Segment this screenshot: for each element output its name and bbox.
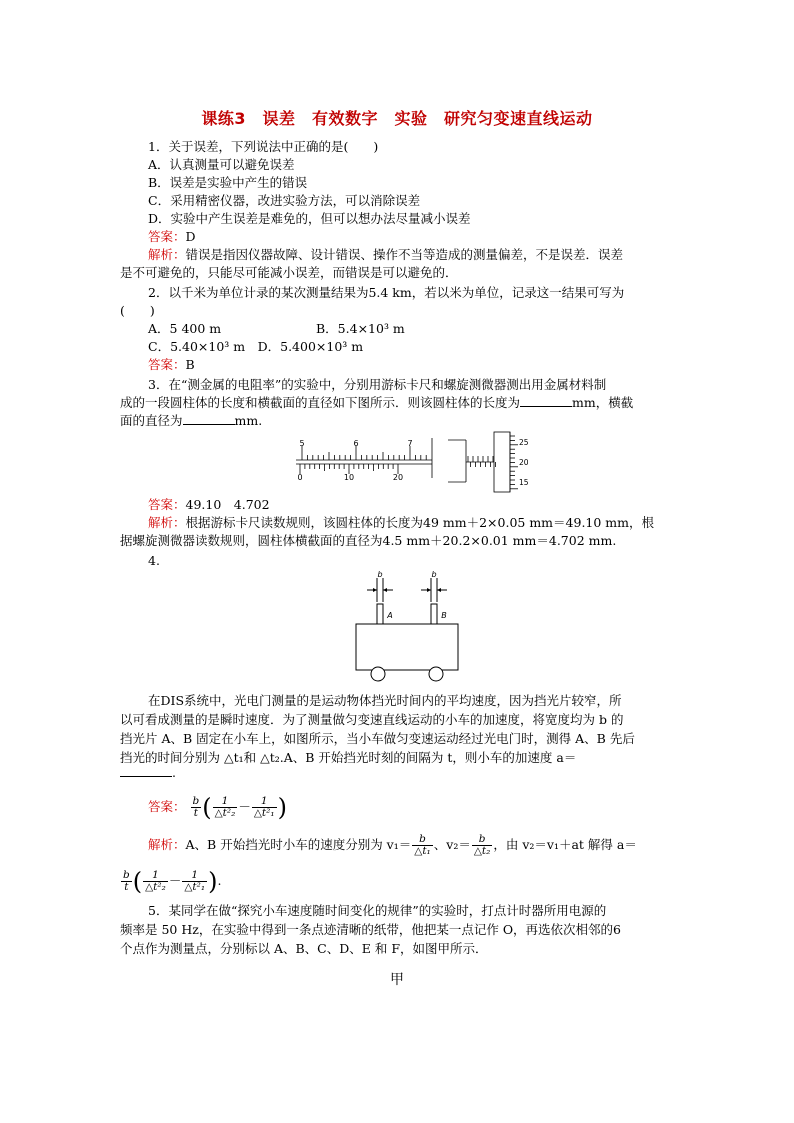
q1-option-c: C．采用精密仪器，改进实验方法，可以消除误差	[148, 193, 421, 208]
caliper-vernier-label-10: 10	[343, 473, 355, 482]
cart-width-b-1: b	[377, 570, 383, 579]
q2-stem-1: 2．以千米为单位计录的某次测量结果为5.4 km，若以米为单位，记录这一结果可写为	[148, 285, 625, 300]
cart-figure	[350, 570, 462, 682]
q1-answer: D	[185, 229, 196, 244]
caliper-main-label-6: 6	[353, 439, 359, 448]
q3-answer-label: 答案：	[148, 497, 186, 512]
q3-stem-2b: mm，横截	[572, 395, 634, 410]
q4-number: 4.	[148, 553, 160, 568]
q2-option-cd: C．5.40×10³ m D．5.400×10³ m	[148, 339, 364, 354]
cart-flag-a: A	[387, 611, 393, 620]
q1-analysis-2: 是不可避免的，只能尽可能减小误差，而错误是可以避免的．	[120, 265, 458, 280]
q2-option-a: A．5 400 m	[148, 321, 222, 336]
cart-width-b-2: b	[431, 570, 437, 579]
q1-option-d: D．实验中产生误差是难免的，但可以想办法尽量减小误差	[148, 211, 471, 226]
q3-analysis-label: 解析：	[148, 515, 186, 530]
q1-stem: 1．关于误差，下列说法中正确的是( )	[148, 139, 379, 154]
q3-blank-length	[520, 394, 572, 407]
q3-stem-3b: mm.	[234, 413, 263, 428]
q4-answer-frac-1: $\frac{1}{\text{△t²₂}}$	[214, 795, 236, 819]
q1-option-a: A．认真测量可以避免误差	[148, 157, 295, 172]
micrometer-label-20: 20	[519, 458, 529, 467]
q3-stem-2a: 成的一段圆柱体的长度和横截面的直径如下图所示．则该圆柱体的长度为	[120, 395, 521, 410]
q4-answer-frac-2: $\frac{1}{\text{△t²₁}}$	[253, 795, 275, 819]
micrometer-figure	[446, 430, 536, 494]
caliper-vernier-label-0: 0	[297, 473, 303, 482]
q1-answer-label: 答案：	[148, 229, 186, 244]
q3-answer: 49.10 4.702	[185, 497, 270, 512]
q4-analysis-text: A、B 开始挡光时小车的速度分别为 v₁＝	[185, 837, 412, 852]
page-title: 课练3 误差 有效数字 实验 研究匀变速直线运动	[201, 109, 593, 128]
q4-analysis-frac-bt: $\frac{b}{t}$	[123, 869, 130, 893]
q5-figure-label: 甲	[390, 972, 404, 988]
q5-text-1: 5．某同学在做“探究小车速度随时间变化的规律”的实验时，打点计时器所用电源的	[148, 903, 607, 918]
q4-text-3: 挡光片 A、B 固定在小车上，如图所示，当小车做匀变速运动经过光电门时，测得 A、B 先后	[120, 731, 635, 746]
q3-analysis-1: 根据游标卡尺读数规则，该圆柱体的长度为49 mm＋2×0.05 mm＝49.10 mm，根	[185, 515, 655, 530]
q3-analysis-2: 据螺旋测微器读数规则，圆柱体横截面的直径为4.5 mm＋20.2×0.01 mm＝4.702 mm.	[120, 533, 617, 548]
q3-stem-1: 3．在“测金属的电阻率”的实验中，分别用游标卡尺和螺旋测微器测出用金属材料制	[148, 377, 607, 392]
q3-blank-diameter	[183, 412, 235, 425]
q3-stem-3a: 面的直径为	[120, 413, 183, 428]
q4-blank-acceleration	[120, 764, 172, 777]
q4-text-2: 以可看成测量的是瞬时速度．为了测量做匀变速直线运动的小车的加速度，将宽度均为 b 的	[120, 712, 624, 727]
q5-text-3: 个点作为测量点，分别标以 A、B、C、D、E 和 F，如图甲所示．	[120, 941, 488, 956]
q1-analysis-1: 错误是指因仪器故障、设计错误、操作不当等造成的测量偏差，不是误差．误差	[185, 247, 624, 262]
cart-flag-b: B	[441, 611, 447, 620]
q5-text-2: 频率是 50 Hz，在实验中得到一条点迹清晰的纸带，他把某一点记作 O，再选依次相邻的6	[120, 922, 622, 937]
caliper-vernier-label-20: 20	[392, 473, 404, 482]
q4-analysis-label: 解析：	[148, 837, 186, 852]
q4-answer-label: 答案：	[148, 799, 186, 814]
q4-analysis-mid: 、v₂＝	[433, 837, 471, 852]
q2-stem-2: ( )	[120, 303, 155, 318]
caliper-main-label-7: 7	[407, 439, 413, 448]
q4-analysis-frac-v2: $\frac{b}{\text{△t₂}}$	[473, 833, 491, 857]
q2-option-b: B．5.4×10³ m	[316, 321, 405, 336]
q4-answer-frac-bt: $\frac{b}{t}$	[192, 795, 200, 819]
q1-analysis-label: 解析：	[148, 247, 186, 262]
q2-answer: B	[185, 357, 195, 372]
micrometer-label-15: 15	[519, 478, 529, 487]
q4-text-1: 在DIS系统中，光电门测量的是运动物体挡光时间内的平均速度，因为挡光片较窄，所	[148, 693, 622, 708]
q4-analysis-frac-a1: $\frac{1}{\text{△t²₂}}$	[145, 869, 166, 893]
q4-text-4: 挡光的时间分别为 △t₁和 △t₂.A、B 开始挡光时刻的间隔为 t，则小车的加速度 a＝	[120, 750, 577, 765]
micrometer-label-25: 25	[519, 438, 529, 447]
q4-analysis-frac-a2: $\frac{1}{\text{△t²₁}}$	[184, 869, 206, 893]
q4-analysis-frac-v1: $\frac{b}{\text{△t₁}}$	[414, 833, 431, 857]
q4-analysis-end: ，由 v₂＝v₁＋at 解得 a＝	[493, 837, 637, 852]
caliper-main-label-5: 5	[299, 439, 305, 448]
q2-answer-label: 答案：	[148, 357, 186, 372]
vernier-caliper-figure	[292, 434, 440, 490]
q1-option-b: B．误差是实验中产生的错误	[148, 175, 308, 190]
